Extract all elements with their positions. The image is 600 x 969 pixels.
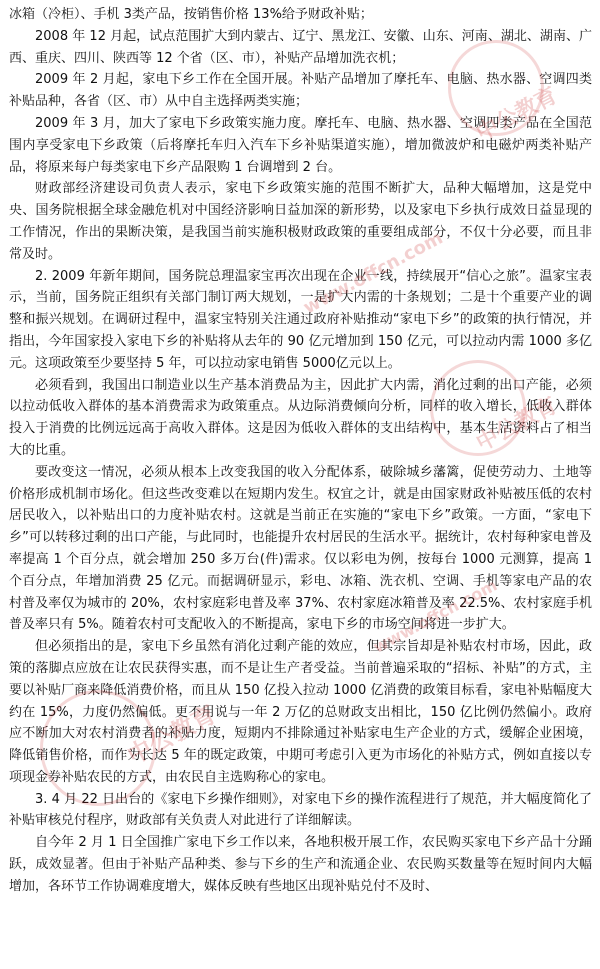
paragraph-8: 要改变这一情况，必须从根本上改变我国的收入分配体系，破除城乡藩篱，促使劳动力、土地等价格形成机制市场化。但这些改变难以在短期内发生。权宜之计，就是由国家财政补贴被压低的农村居民收入，以补贴出口的力度补贴农村。这就是当前正在实施的“家电下乡”政策。一方面，“家电下乡”可以转移过剩的出口产能，与此同时，也能提升农村居民的生活水平。据统计，农村每种家电普及率提高 1 个百分点，就会增加 250 多万台(件)需求。仅以彩电为例，按每台 1000 元测算，提高 1 个百分点，年增加消费 25 亿元。而据调研显示，彩电、冰箱、洗衣机、空调、手机等家电产品的农村普及率仅为城市的 20%，农村家庭彩电普及率 37%、农村家庭冰箱普及率 22.5%、农村家庭手机普及率只有 5%。随着农村可支配收入的不断提高，家电下乡的市场空间将进一步扩大。: [9, 464, 592, 633]
watermark-text: 中公教育: [472, 83, 562, 147]
document-body: [9, 4, 592, 898]
paragraph-9: 但必须指出的是，家电下乡虽然有消化过剩产能的效应，但其宗旨却是补贴农村市场，因此，政策的落脚点应放在让农民获得实惠，而不是让生产者受益。当前普遍采取的“招标、补贴”的方式，主要以补贴厂商来降低消费价格，而且从 150 亿投入拉动 1000 亿消费的政策目标看，家电补贴幅度大约在 15%，力度仍然偏低。更不用说与一年 2 万亿的总财政支出相比，150 亿比例仍然偏小。政府应不断加大对农村消费者的补贴力度，短期内不排除通过补贴家电生产企业的方式，缓解企业困境，降低销售价格，而作为长达 5 年的既定政策，中期可考虑引入更为市场化的补贴方式，例如直接以专项现金券补贴农民的方式，由农民自主选购称心的家电。: [9, 639, 592, 785]
paragraph-4: 2009 年 3 月，加大了家电下乡政策实施力度。摩托车、电脑、热水器、空调四类产品在全国范围内享受家电下乡政策（后将摩托车归入汽车下乡补贴渠道实施），增加微波炉和电磁炉两类补贴产品，将原来每户每类家电下乡产品限购 1 台调增到 2 台。: [9, 115, 592, 175]
watermark-url: www.offcn.com: [370, 575, 501, 657]
paragraph-5: 财政部经济建设司负责人表示，家电下乡政策实施的范围不断扩大，品种大幅增加，这是党中央、国务院根据全球金融危机对中国经济影响日益加深的新形势，以及家电下乡执行成效日益显现的工作情况，作出的果断决策，是我国当前实施积极财政政策的重要组成部分，不仅十分必要，而且非常及时。: [9, 181, 592, 262]
paragraph-1: 冰箱（冷柜）、手机 3类产品，按销售价格 13%给予财政补贴；: [9, 7, 373, 22]
paragraph-7: 必须看到，我国出口制造业以生产基本消费品为主，因此扩大内需，消化过剩的出口产能，必须以拉动低收入群体的基本消费需求为政策重点。从边际消费倾向分析，同样的收入增长，低收入群体投入于消费的比例远远高于高收入群体。这是因为低收入群体的支出结构中，基本生活资料占了相当大的比重。: [9, 377, 592, 458]
paragraph-10: 3. 4 月 22 日出台的《家电下乡操作细则》，对家电下乡的操作流程进行了规范，并大幅度简化了补贴审核兑付程序，财政部有关负责人对此进行了详细解读。: [9, 791, 592, 829]
watermark-text: 中公教育: [122, 700, 221, 771]
paragraph-11: 自今年 2 月 1 日全国推广家电下乡工作以来，各地积极开展工作，农民购买家电下乡产品十分踊跃，成效显著。但由于补贴产品种类、参与下乡的生产和流通企业、农民购买数量等在短时间内大幅增加，各环节工作协调难度增大，媒体反映有些地区出现补贴兑付不及时、: [9, 835, 592, 894]
watermark-url: www.offcn.com: [300, 227, 447, 319]
paragraph-2: 2008 年 12 月起，试点范围扩大到内蒙古、辽宁、黑龙江、安徽、山东、河南、湖北、湖南、广西、重庆、四川、陕西等 12 个省（区、市），补贴产品增加洗衣机；: [9, 28, 592, 66]
paragraph-6: 2. 2009 年新年期间，国务院总理温家宝再次出现在企业一线，持续展开“信心之旅”。温家宝表示，当前，国务院正组织有关部门制订两大规划，一是扩大内需的十条规划；二是十个重要产业的调整和振兴规划。在调研过程中，温家宝特别关注通过政府补贴推动“家电下乡”的政策的执行情况，并指出，今年国家投入家电下乡的补贴将从去年的 90 亿元增加到 150 亿元，可以拉动内需 1000 多亿元。这项政策至少要坚持 5 年，可以拉动家电销售 5000亿元以上。: [9, 268, 592, 371]
watermark-text: 中公教育: [472, 393, 562, 457]
paragraph-3: 2009 年 2 月起，家电下乡工作在全国开展。补贴产品增加了摩托车、电脑、热水器、空调四类补贴品种，各省（区、市）从中自主选择两类实施；: [9, 72, 592, 110]
